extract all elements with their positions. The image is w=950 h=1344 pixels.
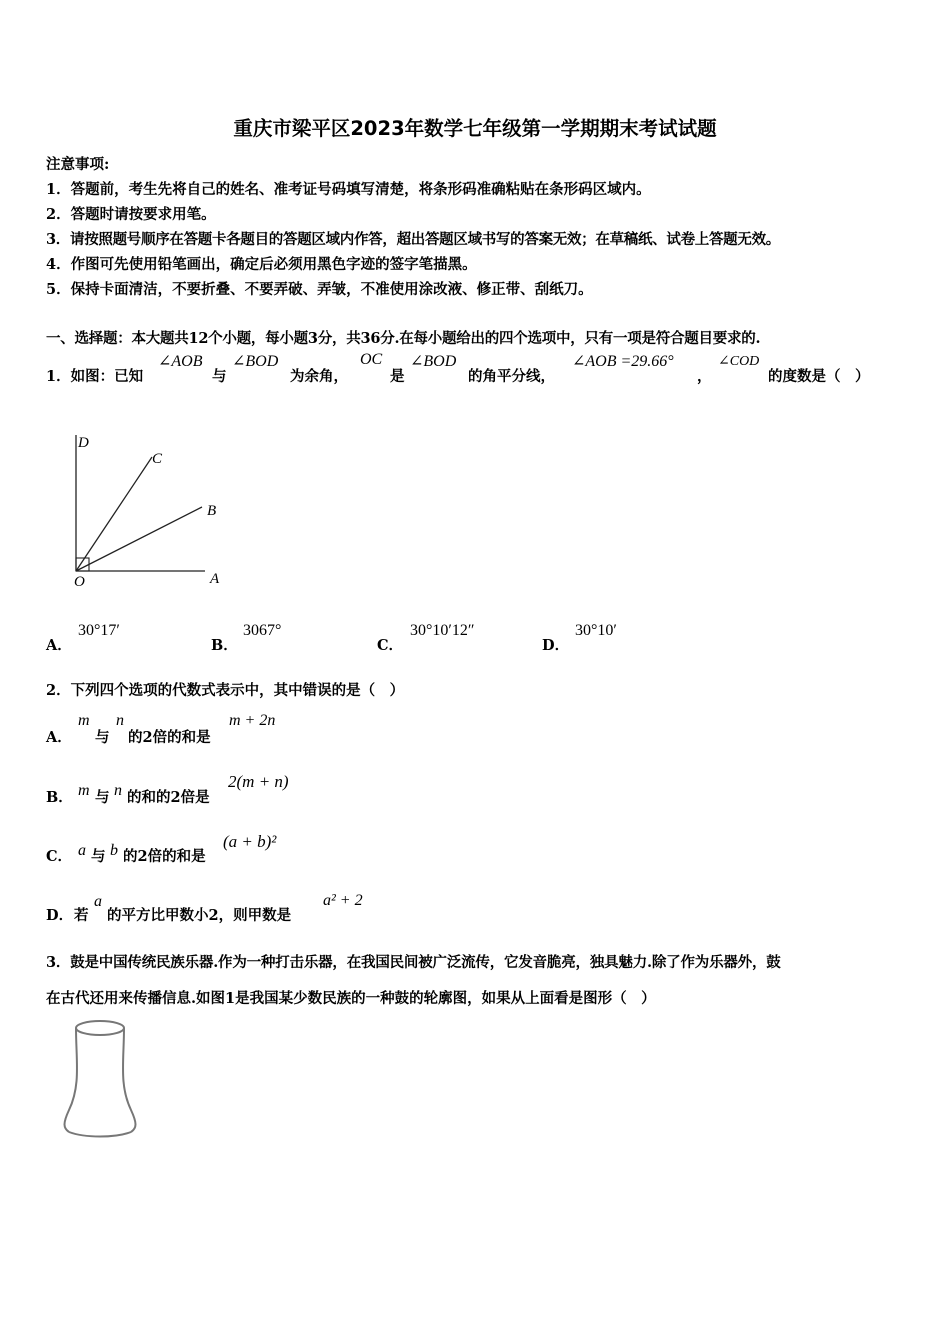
q1-option-b-letter: B． [211,637,238,654]
notice-heading: 注意事项: [46,156,110,173]
q2-a-text-2: 的2倍的和是 [128,729,211,746]
q2-b-text-1: 与 [95,789,110,806]
drum-top-rim [76,1021,124,1035]
section-heading: 一、选择题：本大题共12个小题，每小题3分，共36分.在每小题给出的四个选项中，只有一项是符合题目要求的. [46,330,761,347]
q2-d-expression: a² + 2 [323,892,363,909]
drum-outline-figure [55,1015,145,1145]
q1-ray-oc: OC [360,351,383,368]
notice-item-2: 2．答题时请按要求用笔。 [46,206,216,223]
q1-text-7: 的度数是（ ） [768,368,870,385]
q1-text-1: 1．如图：已知 [46,368,144,385]
label-b: B [207,503,217,519]
q1-angle-aob-value: ∠AOB =29.66° [572,353,674,370]
label-o: O [74,574,85,590]
notice-item-5: 5．保持卡面清洁，不要折叠、不要弄破、弄皱，不准使用涂改液、修正带、刮纸刀。 [46,281,593,298]
q3-text-line-2: 在古代还用来传播信息.如图1是我国某少数民族的一种鼓的轮廓图，如果从上面看是图形（ ） [46,990,656,1007]
q1-text-3: 为余角， [290,368,348,385]
q2-b-var-n: n [114,782,122,799]
q2-a-var-m: m [78,712,90,729]
label-c: C [152,451,163,467]
q2-a-var-n: n [116,712,124,729]
q2-c-text-1: 与 [91,848,106,865]
ray-ob [76,507,202,571]
page-title: 重庆市梁平区2023年数学七年级第一学期期末考试试题 [233,117,717,140]
q1-option-d-value: 30°10′ [575,622,617,639]
q1-option-c-value: 30°10′12″ [410,622,475,639]
q1-angle-bod: ∠BOD [232,353,279,370]
q2-c-text-2: 的2倍的和是 [123,848,206,865]
q1-text-4: 是 [390,368,405,385]
q2-stem: 2．下列四个选项的代数式表示中，其中错误的是（ ） [46,682,405,699]
drum-bottom-rim [69,1132,131,1137]
q2-a-text-1: 与 [95,729,110,746]
q1-option-d-letter: D． [542,637,570,654]
drum-right-side [123,1028,136,1132]
q1-option-c-letter: C． [377,637,404,654]
q1-text-6: ， [697,368,712,385]
ray-oc [76,457,152,571]
drum-left-side [65,1028,78,1132]
q2-option-b-letter: B． [46,789,73,806]
q2-d-var-a: a [94,893,102,910]
q1-text-2: 与 [212,368,227,385]
q2-c-expression: (a + b)² [223,832,277,851]
q2-d-text-0: 若 [74,907,89,924]
label-d: D [78,435,89,451]
q1-option-a-letter: A． [46,637,72,654]
q3-text-line-1: 3．鼓是中国传统民族乐器.作为一种打击乐器，在我国民间被广泛流传，它发音脆亮，独具魅力.除了作为乐器外，鼓 [46,954,781,971]
notice-item-3: 3．请按照题号顺序在答题卡各题目的答题区域内作答，超出答题区域书写的答案无效；在草稿纸、试卷上答题无效。 [46,231,780,248]
q2-a-expression: m + 2n [229,712,276,729]
q2-option-c-letter: C． [46,848,73,865]
q1-angle-aob: ∠AOB [158,353,203,370]
q2-d-text-1: 的平方比甲数小2，则甲数是 [107,907,292,924]
q1-angle-bod-2: ∠BOD [410,353,457,370]
q1-angle-figure [60,425,240,595]
q2-b-text-2: 的和的2倍是 [127,789,210,806]
label-a: A [210,571,220,587]
notice-item-1: 1．答题前，考生先将自己的姓名、准考证号码填写清楚，将条形码准确粘贴在条形码区域内。 [46,181,651,198]
q1-text-5: 的角平分线， [468,368,555,385]
q2-b-var-m: m [78,782,90,799]
notice-item-4: 4．作图可先使用铅笔画出，确定后必须用黑色字迹的签字笔描黑。 [46,256,477,273]
q1-angle-cod: ∠COD [718,354,760,369]
q1-option-a-value: 30°17′ [78,622,120,639]
q2-option-a-letter: A． [46,729,72,746]
q2-c-var-a: a [78,842,86,859]
q1-option-b-value: 3067° [243,622,282,639]
q2-option-d-letter: D． [46,907,74,924]
q2-c-var-b: b [110,842,118,859]
q2-b-expression: 2(m + n) [228,772,289,791]
